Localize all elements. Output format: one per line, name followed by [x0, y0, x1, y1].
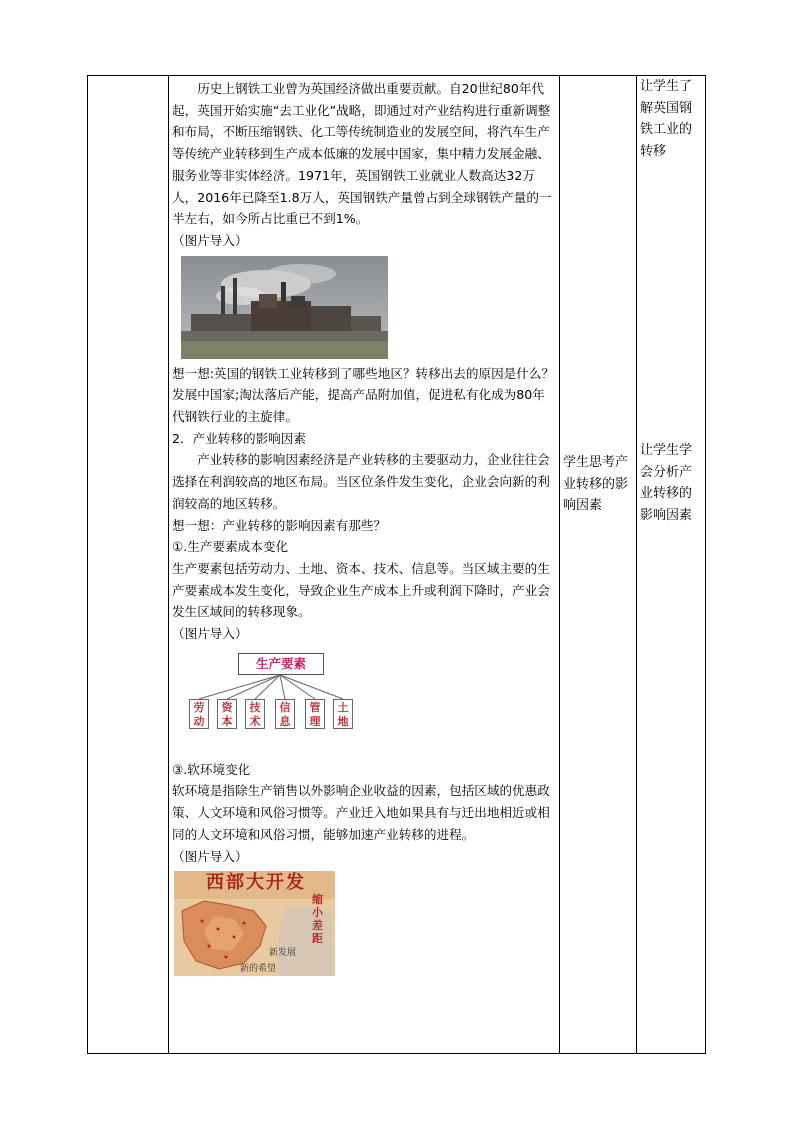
section-heading-2: 2．产业转移的影响因素 — [172, 430, 306, 446]
western-development-poster — [174, 871, 335, 976]
paragraph-uk-steel: 历史上钢铁工业曾为英国经济做出重要贡献。自20世纪80年代起，英国开始实施“去工业化”战略，即通过对产业结构进行重新调整和布局，不断压缩钢铁、化工等传统制造业的发展空间，将汽车生产等传统产业转移到生产成本低廉的发展中国家，集中精力发展金融、服务业等非实体经济。1971年，英国钢铁工业就业人数高达32万人，2016年已降至1.8万人，英国钢铁产量曾占到全球钢铁产量的一半左右，如今所占比重已不到1%。 — [172, 81, 552, 227]
think-question-2: 想一想：产业转移的影响因素有那些？ — [172, 517, 387, 533]
factor-1-text: 生产要素包括劳动力、土地、资本、技术、信息等。当区域主要的生产要素成本发生变化，导致企业生产成本上升或利润下降时，产业会发生区域间的转移现象。 — [172, 560, 550, 620]
column-divider — [636, 76, 637, 1053]
poster-line-1: 新发展 — [269, 948, 297, 959]
diagram-item-box: 信息 — [275, 699, 295, 729]
column-divider — [559, 76, 560, 1053]
diagram-item-box: 技术 — [245, 699, 265, 729]
production-factors-diagram — [180, 651, 380, 751]
diagram-item-box: 管理 — [305, 699, 325, 729]
teaching-goal-2: 让学生学会分析产业转移的影响因素 — [640, 443, 693, 523]
poster-line-2: 新的希望 — [240, 964, 277, 975]
lesson-table — [87, 75, 706, 1054]
paragraph-factors: 产业转移的影响因素经济是产业转移的主要驱动力，企业往往会选择在利润较高的地区布局。当区位条件发生变化，企业会向新的利润较高的地区转移。 — [172, 452, 550, 511]
answer-1: 发展中国家;淘汰落后产能，提高产品附加值，促进私有化成为80年代钢铁行业的主旋律。 — [172, 387, 545, 425]
student-activity-cell: 学生思考产业转移的影响因素 — [563, 455, 629, 513]
poster-slogan: 缩小差距 — [312, 893, 323, 946]
image-import-note: （图片导入） — [172, 848, 248, 864]
teaching-goal-1: 让学生了解英国钢铁工业的转移 — [640, 79, 693, 159]
teaching-content-cell — [168, 76, 559, 976]
factor-1-title: ①.生产要素成本变化 — [172, 539, 289, 555]
diagram-item-box: 劳动 — [189, 699, 209, 729]
diagram-root-box: 生产要素 — [238, 653, 324, 675]
poster-title: 西部大开发 — [206, 872, 306, 894]
steel-plant-photo — [181, 256, 388, 359]
think-question-1: 想一想:英国的钢铁工业转移到了哪些地区？转移出去的原因是什么？ — [172, 365, 555, 381]
image-import-note: （图片导入） — [172, 626, 248, 642]
diagram-item-box: 资本 — [217, 699, 237, 729]
diagram-item-box: 土地 — [333, 699, 353, 729]
factor-3-text: 软环境是指除生产销售以外影响企业收益的因素，包括区域的优惠政策、人文环境和风俗习惯等。产业迁入地如果具有与迁出地相近或相同的人文环境和风俗习惯，能够加速产业转移的进程。 — [172, 783, 550, 842]
factor-3-title: ③.软环境变化 — [172, 761, 251, 777]
image-import-note: （图片导入） — [172, 232, 248, 248]
